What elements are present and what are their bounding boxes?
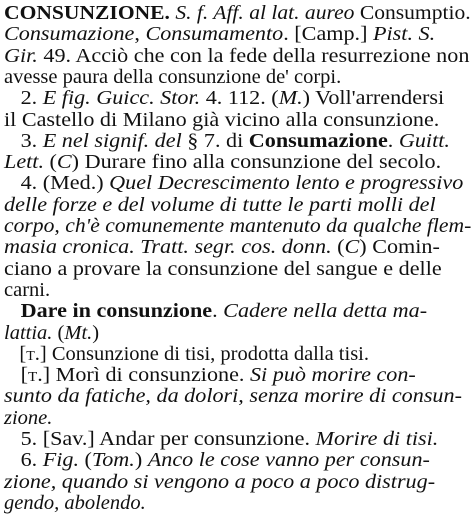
entry-text-run: 4. (Med.) (4, 172, 110, 195)
entry-text-run: , (134, 23, 146, 46)
entry-text-run: Gir. (4, 44, 38, 67)
entry-text-run: Fig. (42, 449, 80, 472)
entry-text-run: Lett. (4, 151, 44, 174)
entry-text-run: . (387, 129, 399, 152)
entry-text-run: E fig. Guicc. Stor. (42, 87, 201, 110)
entry-text-run: 6. (4, 449, 43, 472)
entry-text-run: ) (92, 321, 100, 344)
entry-text-run: ( (52, 321, 65, 344)
entry-text-run: 3. (4, 129, 43, 152)
entry-text-run: ] Morì di consunzione. (42, 364, 250, 387)
entry-text-run: Guitt. (398, 129, 450, 152)
entry-text-run: delle forze e del volume di tutte le parti molli del (4, 193, 436, 216)
entry-text-run: carni. (4, 278, 51, 301)
entry-text-run: il Castello di Milano già vicino alla consunzione. (4, 108, 440, 131)
entry-text-run: avesse paura della consunzione de' corpi. (4, 65, 342, 88)
entry-text-run: . [Camp.] (283, 23, 374, 46)
entry-text-run: Quel Decrescimento lento e progressivo (109, 172, 464, 195)
entry-text-run: lattia. (4, 321, 53, 344)
entry-text-run: 49. Acciò che con la fede della resurrezione non (37, 44, 470, 67)
entry-text-run: . (212, 300, 224, 323)
entry-text-run: Mt. (64, 321, 93, 344)
entry-text-run: Cadere nella detta ma- (223, 300, 428, 323)
entry-text-run: CONSUNZIONE. (4, 2, 170, 24)
entry-text-run: ) (134, 449, 148, 472)
entry-line (4, 491, 146, 515)
entry-text-run: Si può morire con- (249, 364, 416, 387)
entry-text-run: ) Voll'arrendersi (302, 87, 445, 110)
entry-text-run: masia cronica. Tratt. segr. cos. donn. (4, 236, 332, 259)
entry-text-run: 4. 112. ( (200, 87, 279, 110)
entry-text-run (4, 300, 21, 322)
entry-text-run: [ (4, 364, 28, 387)
entry-text-run: ( (79, 449, 92, 472)
entry-text-run: Pist. S. (373, 23, 436, 46)
entry-text-run: ) Comin- (359, 236, 440, 259)
entry-text-run: C (56, 151, 72, 174)
entry-text-run: ] Consunzione di tisi, prodotta dalla tisi. (39, 342, 369, 365)
entry-text-run: zione, quando si vengono a poco a poco distrug- (4, 470, 436, 493)
entry-text-run: Consumptio. (359, 2, 471, 24)
entry-text-run: ( (331, 236, 345, 259)
entry-text-run: corpo, ch'è comunemente mantenuto da qualche flem- (4, 215, 472, 237)
entry-text-run: Consumamento (145, 23, 284, 46)
entry-text-run: S. f. Aff. al lat. aureo (169, 2, 360, 24)
entry-text-run: gendo, abolendo. (4, 491, 146, 514)
entry-text-run: zione. (4, 406, 53, 429)
entry-text-run: ( (43, 151, 57, 174)
entry-text-run: t. (26, 342, 40, 365)
entry-text-run: Consumazione (4, 23, 135, 46)
entry-text-run: M. (278, 87, 303, 110)
entry-text-run: E nel signif. del (42, 129, 182, 152)
entry-text-run: Dare in consunzione (20, 300, 213, 323)
entry-text-run: 2. (4, 87, 43, 110)
entry-line (4, 257, 442, 281)
entry-text-run: § 7. di (181, 129, 249, 152)
entry-text-run: Anco le cose vanno per consun- (147, 449, 430, 472)
entry-text-run: ciano a provare la consunzione del sangue e delle (4, 257, 442, 280)
entry-line (4, 384, 462, 408)
entry-text-run: 5. [Sav.] Andar per consunzione. (4, 428, 316, 450)
entry-text-run: ) Durare fino alla consunzione del secolo. (71, 151, 442, 174)
entry-text-run: Consumazione (248, 129, 388, 152)
entry-text-run: C (344, 236, 360, 259)
entry-text-run: t. (27, 364, 43, 387)
entry-text-run: Tom. (91, 449, 135, 472)
entry-text-run: [ (4, 342, 27, 365)
entry-text-run: Morire di tisi. (315, 428, 439, 450)
entry-text-run: sunto da fatiche, da dolori, senza morire di consun- (4, 385, 462, 408)
